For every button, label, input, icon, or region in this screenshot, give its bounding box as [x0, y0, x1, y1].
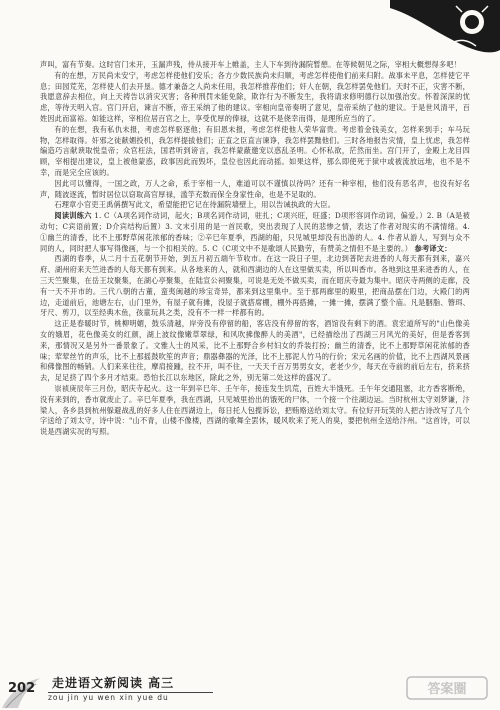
svg-text:答案圈: 答案圈: [427, 682, 467, 697]
exercise-title: 阅读训练六: [54, 211, 92, 221]
corner-decoration-icon: [390, 0, 500, 62]
translation-paragraph: 这正是春暖时节，桃柳明媚，鼓乐清越，岸旁没有停留的船，客店没有停留的客，酒馆没有剩下的酒。袁宏道所写的"山色像美女的娥眉，花色像美女的红颜，湖上波纹像嫩草翠绿，和风吹拂像醉人的美酒"，已经描绘出了西湖三月风光的美好，但是香客到来，那情况又是另外一番景象了。文雅人士的风采，比不上那野合乡村妇女的乔装打扮；幽兰的清香，比不上那野草闲花浓郁的香味；荤荤丝竹的声乐，比不上那摇鼓吹笙的声音；鼎器彝器的光泽，比不上那泥人竹马的行价；宋元名画的价值，比不上西湖风景画和佛像图的畅销。人们来来往往，摩肩接踵，拉不开，叫不住，一天天千百万男男女女，老老少少，每天在寺前的前后左右，挤来挤去，足足挤了四个多月才结束。恐怕长江以东地区，除此之外，别无第二处这样的盛况了。: [40, 319, 470, 383]
watermark-logo-icon: [406, 676, 488, 700]
exercise-answers: [40, 211, 470, 254]
translation-paragraph: 崇祯庚辰年三月份，昭庆寺起火。这一年到辛巳年、壬午年，接连发生饥荒，百姓大半饿死。壬午年交通阻塞，北方香客断绝，没有来到的，香市就废止了。辛巳年夏季，我在西湖，只见城里抬出的饿死的尸体，一个接一个往湖边运。当时杭州太守刘梦谦，汴梁人，各乡县到杭州躲避战乱的好多人住在西湖边上，每日托人包揽诉讼，把贿赂送给刘太守。有位好开玩笑的人把古诗改写了几个字送给了刘太守，诗中说："山不青，山楼不像楼，西湖的歌舞全罢休，暖风吹来了死人的臭，要把杭州全送给汴州。"这首诗，可以说是西湖实况的写照。: [40, 383, 470, 437]
exercise-text: 1. C（A项名词作动词，起火；B项名词作动词，驻扎；C项兴旺，旺盛；D项形容词作动词，偏爱。）2. B（A是被动句；C宾语前置；D介宾结构后置）3. 文末引用的是一首民歌，突出表现了人民的悲惨之情，表达了作者对现实的不满情绪。4. ①幽兰的清香，比不上那野草闲花浓郁的香味；②辛巳年夏季，西湖的船，只见城里却没有出游的人。4. 作者从游人，写到与众不同的人，同时把人事写得像画，与一个扣相关的。5. C（C项文中不是歌颂人民勤劳，有赞美之情但不是主要的。）: [40, 211, 470, 253]
page-footer: [0, 672, 500, 710]
book-title: 走进语文新阅读 高三: [52, 676, 175, 690]
reference-translation-title: 参考译文：: [414, 243, 452, 253]
translation-paragraph: 西湖的春季，从二月十五花朝节开始，到五月初五端午节收市。在这一段日子里，北边到普陀去进香的人每天都有到来，嘉兴府、湖州府来天竺进香的人每天都有到来。从各地来的人，就和西湖边的人在这里做买卖，所以叫香市。各地到这里来进香的人，在三天竺聚集，在岳王坟聚集，在湖心亭聚集，在陆宣公祠聚集，可说是无处不做买卖，而在昭庆寺最为集中。昭庆寺两侧的走廊，没有一天不开市的。三代八朝的古董，蛮夷闽越的珍宝奇异，都来到这里集中。至于那两廊里的殿里，把商品摆在门边，大殿门的两边，走道前后，池塘左右，山门里外，有屋子就有摊，没屋子就搭席棚，棚外再搭摊，一摊一摊，摆满了整个庙。凡是胭脂、簪珥、牙尺、剪刀，以至经典木鱼，孩童玩具之类，没有不一样一样都有的。: [40, 254, 470, 318]
book-title-pinyin: zou jin yu wen xin yue du: [48, 693, 169, 702]
paragraph: 因此可以懂得，一国之政，万人之命，系于宰相一人，难道可以不谨慎以待吗？还有一种宰相，他们没有恶名声，也没有好名声，随波逐流，暂时居位以窃取高官厚禄，滥竽充数而保全身家性命，也是不足取的。: [40, 178, 470, 199]
paragraph: 声叫，富有节奏。这时官门未开，玉漏声残，侍从接开车上帷盖，主人下车到待漏院暂憩。在等候朝见之际，宰相大概想得多吧！: [40, 60, 462, 69]
paragraph: 石理章小官吏王禹偁撰写此文，希望能把它记在待漏院墙壁上，用以告诫执政的大臣。: [54, 200, 336, 210]
page-number: 202: [8, 681, 36, 696]
paragraph: 有的在想，万民尚未安宁，考虑怎样使他们安乐；各方少数民族尚未归顺，考虑怎样使他们前来归附。战事未平息，怎样使它平息；田园荒芜，怎样使人们去开垦。德才兼备之人尚未任用，我怎样推荐他们；奸人在朝，我怎样罢免他们。天时不正，灾害不断，我愿意辞去相位，向上天祷告以消灾灭害；各种刑罚未能免除，欺诈行为不断发生，我将请求修明德行以加强治安。怀着深深的忧虑，等待天明入官。官门开启，谏言不断，帝王采纳了他的建议。宰相向皇帝奏明了意见，皇帝采纳了他的建议。于是世风清平，百姓因此而富裕。如能这样，宰相位居百官之上，享受优厚的俸禄，这就不是侥幸而得，是理所应当的了。: [40, 70, 470, 123]
paragraph: 有的在想，我有私仇未报，考虑怎样驱逐他；有旧恩未报，考虑怎样使他人荣华富贵。考虑着金钱美女，怎样来到手；车马玩物，怎样取得。奸邪之徒献媚投机，我怎样提拔他们；正直之臣直言谏诤，我怎样罢黜他们。三时各地报告灾情，皇上忧虑，我怎样编造巧言献谀取悦皇帝；众官枉法，国君听到谤言，我怎样蒙蔽邀宠以惑乱圣明。心怀私欲，茫然而坐。宫门开了，金殿上龙目四顾，宰相提出建议，皇上被他蒙惑，政事因此而毁坏，皇位也因此而动摇。如果这样，那么即使死于狱中或被流放远地，也不是不幸，而是完全应该的。: [40, 124, 470, 177]
main-text: [40, 60, 470, 438]
